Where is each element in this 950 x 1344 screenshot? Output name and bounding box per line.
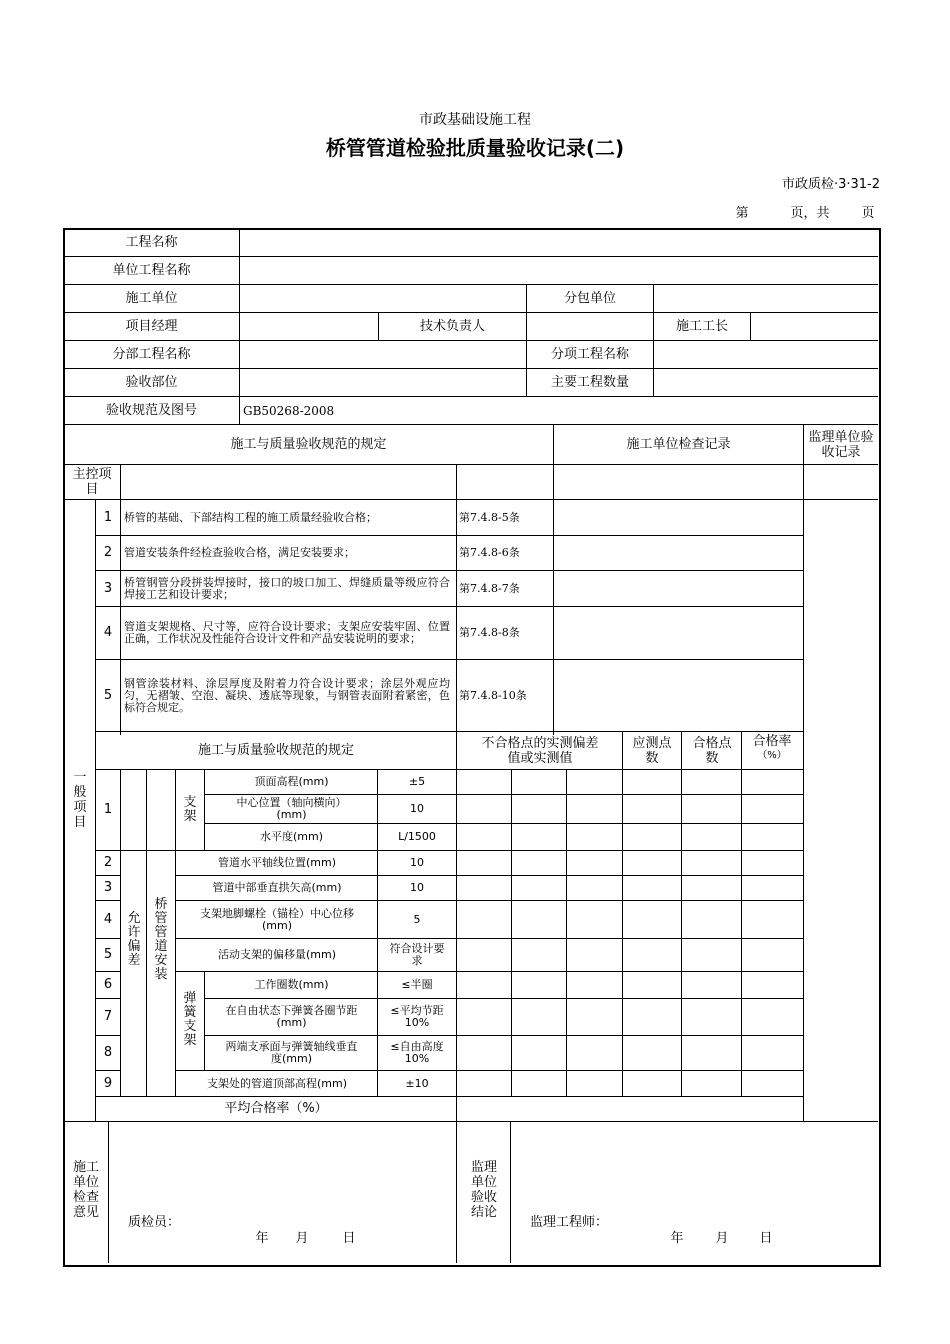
subitem-label: 分项工程名称 <box>550 346 629 362</box>
main-item-check-record[interactable] <box>554 571 803 606</box>
supervision-date-year: 年 <box>670 1231 684 1246</box>
project-name-field[interactable] <box>240 229 877 256</box>
general-row-no: 2 <box>103 855 113 870</box>
unit-project-label: 单位工程名称 <box>112 262 191 278</box>
page-title: 桥管管道检验批质量验收记录(二) <box>325 136 625 160</box>
unit-project-field[interactable] <box>240 257 877 284</box>
avg-pass-rate-label: 平均合格率（%） <box>224 1101 328 1116</box>
general-row-tolerance: ±10 <box>405 1076 429 1090</box>
foreman-field[interactable] <box>751 313 877 340</box>
supervision-date-day: 日 <box>759 1231 773 1246</box>
main-item-no: 4 <box>103 625 113 640</box>
page-number-label-3: 页 <box>861 206 875 221</box>
check-record-header: 施工单位检查记录 <box>626 436 731 452</box>
general-spec-header: 施工与质量验收规范的规定 <box>197 742 354 758</box>
general-row-item: 顶面高程(mm) <box>254 775 329 788</box>
subtitle: 市政基础设施工程 <box>419 112 531 128</box>
inspector-label: 质检员： <box>128 1215 181 1230</box>
general-label: 一般项目 <box>73 770 87 830</box>
subcontract-unit-field[interactable] <box>654 285 877 312</box>
general-row-tolerance: L/1500 <box>398 830 436 843</box>
project-manager-field[interactable] <box>240 313 378 340</box>
subcontract-unit-label: 分包单位 <box>563 290 616 306</box>
main-item-check-record[interactable] <box>554 536 803 570</box>
general-row-item: 水平度(mm) <box>259 830 323 843</box>
general-row-item: 活动支架的偏移量(mm) <box>217 948 336 961</box>
pipe-install-label: 桥管管道安装 <box>154 897 168 982</box>
pass-points-header: 合格点数 <box>692 735 732 766</box>
support-label: 支架 <box>183 795 197 824</box>
acceptance-part-label: 验收部位 <box>125 374 178 390</box>
general-row-no: 8 <box>103 1045 113 1060</box>
pass-rate-unit: （%） <box>757 750 787 761</box>
main-item-no: 3 <box>103 580 113 596</box>
main-item-text: 桥管钢管分段拼装焊接时，接口的坡口加工、焊缝质量等级应符合焊接工艺和设计要求； <box>124 575 450 601</box>
general-row-no: 3 <box>103 880 113 895</box>
acceptance-part-field[interactable] <box>240 369 526 396</box>
construction-date-day: 日 <box>342 1231 356 1246</box>
general-row-tolerance: ±5 <box>408 775 426 788</box>
main-item-clause: 第7.4.8-7条 <box>459 581 520 595</box>
should-points-header: 应测点数 <box>632 735 672 766</box>
main-item-check-record[interactable] <box>554 500 803 535</box>
main-item-clause: 第7.4.8-5条 <box>459 510 520 524</box>
construction-unit-field[interactable] <box>240 285 526 312</box>
spring-support-label: 弹簧支架 <box>183 991 197 1048</box>
general-row-item: 工作圈数(mm) <box>254 978 329 991</box>
general-row-item: 两端支承面与弹簧轴线垂直度(mm) <box>225 1040 358 1065</box>
main-item-no: 5 <box>103 687 113 703</box>
main-item-text: 钢管涂装材料、涂层厚度及附着力符合设计要求；涂层外观应均匀，无褶皱、空泡、凝块、透底等现象，与钢管表面附着紧密，色标符合规定。 <box>124 676 450 714</box>
engineer-label: 监理工程师： <box>530 1215 609 1230</box>
project-name-label: 工程名称 <box>125 234 178 250</box>
construction-unit-label: 施工单位 <box>125 290 178 306</box>
general-row-no: 5 <box>103 947 113 962</box>
main-item-no: 1 <box>103 509 113 525</box>
page-number-label-2: 页，共 <box>790 206 830 221</box>
allowed-deviation-label: 允许偏差 <box>127 911 141 968</box>
main-item-no: 2 <box>103 545 113 560</box>
general-row-tolerance: 10 <box>410 856 424 869</box>
tech-lead-label: 技术负责人 <box>419 318 485 334</box>
general-row-item: 管道中部垂直拱矢高(mm) <box>212 881 342 894</box>
general-row-no: 9 <box>103 1075 113 1091</box>
general-row-tolerance: 符合设计要求 <box>389 942 445 967</box>
general-row-tolerance: ≤半圈 <box>401 978 433 991</box>
main-item-text: 管道安装条件经检查验收合格，满足安装要求； <box>124 546 355 559</box>
main-item-clause: 第7.4.8-10条 <box>459 688 527 702</box>
foreman-label: 施工工长 <box>675 318 728 334</box>
general-row-tolerance: ≤自由高度 10% <box>390 1040 444 1065</box>
subitem-field[interactable] <box>654 341 877 368</box>
tech-lead-field[interactable] <box>527 313 653 340</box>
division-label: 分部工程名称 <box>112 346 191 362</box>
supervision-header: 监理单位验收记录 <box>808 429 874 460</box>
form-code: 市政质检·3·31-2 <box>781 177 880 192</box>
standard-label: 验收规范及图号 <box>105 402 197 418</box>
page-number-label-1: 第 <box>735 206 749 221</box>
general-row-tolerance: 10 <box>410 881 424 894</box>
main-item-text: 管道支架规格、尺寸等，应符合设计要求；支架应安装牢固、位置正确，工作状况及性能符合设计文件和产品安装说明的要求； <box>124 620 450 645</box>
division-field[interactable] <box>240 341 526 368</box>
main-quantity-field[interactable] <box>654 369 877 396</box>
main-item-check-record[interactable] <box>554 660 803 731</box>
spec-header: 施工与质量验收规范的规定 <box>230 436 387 452</box>
general-row-tolerance: 5 <box>413 912 421 926</box>
general-row-item: 在自由状态下弹簧各圈节距(mm) <box>225 1004 358 1029</box>
construction-opinion-label: 施工单位检查意见 <box>72 1160 99 1220</box>
general-row-no: 7 <box>103 1009 113 1024</box>
standard-value: GB50268-2008 <box>243 403 335 418</box>
main-control-label: 主控项目 <box>72 467 112 497</box>
general-row-item: 支架处的管道顶部高程(mm) <box>206 1076 347 1090</box>
main-item-clause: 第7.4.8-6条 <box>459 546 520 559</box>
pass-rate-header: 合格率 <box>752 734 792 749</box>
construction-date-month: 月 <box>295 1231 309 1246</box>
deviation-header: 不合格点的实测偏差值或实测值 <box>481 735 599 766</box>
general-row-no: 4 <box>103 911 113 927</box>
general-row-no: 6 <box>103 977 113 992</box>
main-item-clause: 第7.4.8-8条 <box>459 626 520 639</box>
main-item-check-record[interactable] <box>554 607 803 659</box>
general-row-tolerance: 10 <box>410 802 424 815</box>
main-quantity-label: 主要工程数量 <box>550 374 629 390</box>
construction-date-year: 年 <box>255 1231 269 1246</box>
supervision-conclusion-label: 监理单位验收结论 <box>470 1160 497 1220</box>
general-row-item: 中心位置（轴向横向）(mm) <box>236 796 347 821</box>
general-row-no: 1 <box>103 802 113 817</box>
project-manager-label: 项目经理 <box>125 318 178 334</box>
supervision-date-month: 月 <box>715 1231 729 1246</box>
general-row-item: 管道水平轴线位置(mm) <box>217 856 336 869</box>
general-row-tolerance: ≤平均节距 10% <box>390 1004 444 1029</box>
general-row-item: 支架地脚螺栓（锚栓）中心位移(mm) <box>200 906 354 932</box>
main-item-text: 桥管的基础、下部结构工程的施工质量经验收合格； <box>124 510 377 524</box>
